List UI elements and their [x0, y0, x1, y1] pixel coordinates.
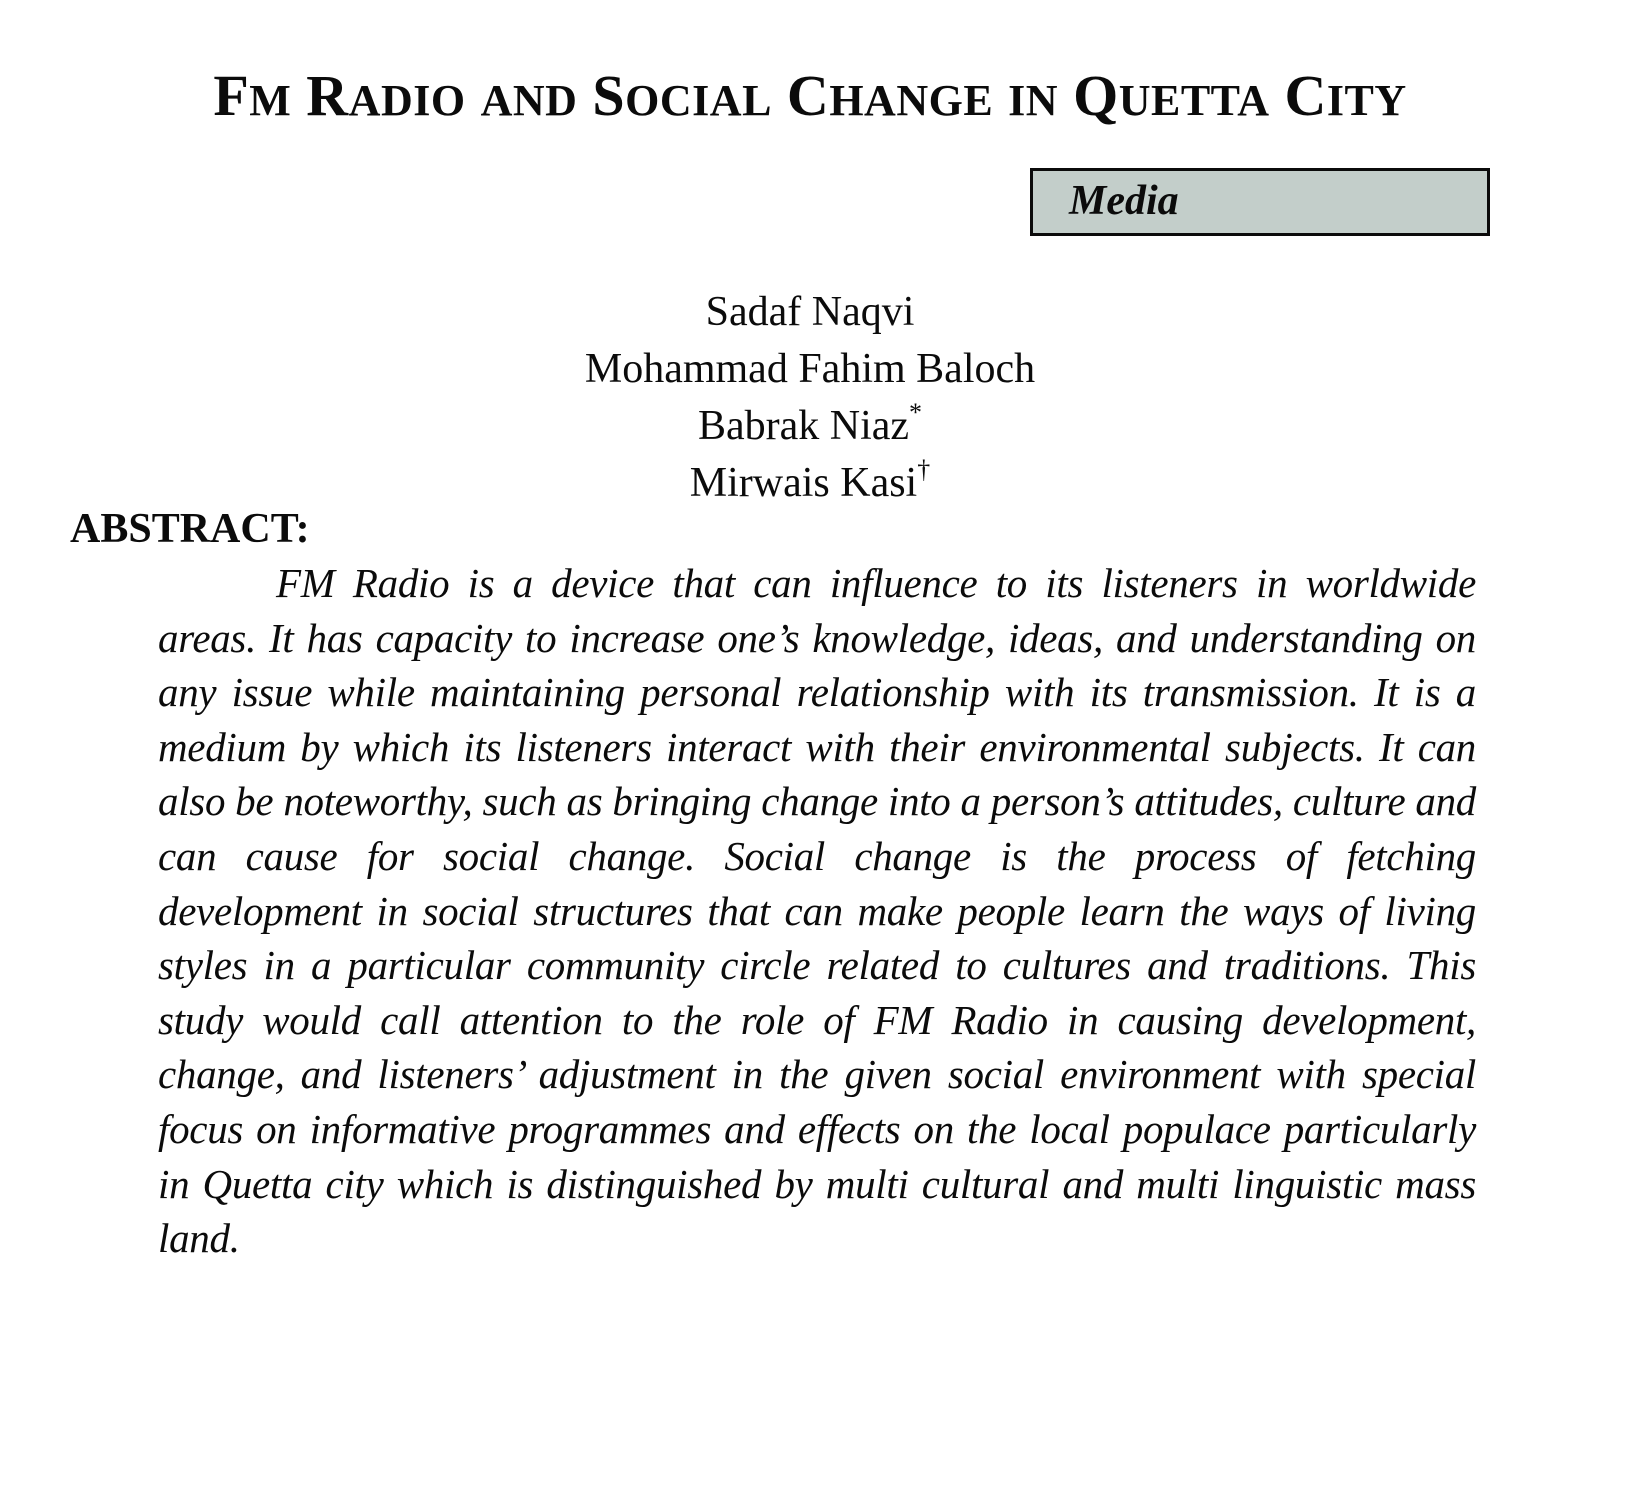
- category-label: Media: [1069, 178, 1179, 224]
- title-word: SOCIAL: [592, 63, 772, 128]
- abstract-heading: ABSTRACT:: [70, 506, 310, 552]
- abstract-text: FM Radio is a device that can influence to its listeners in worldwide areas. It has capacity to increase one’s knowledge, ideas, and understanding on any issue while maintaining personal relationship with its transmission. It is a medium by which its listeners interact with their environmental subjects. It can also be noteworthy, such as bringing change into a person’s attitudes, culture and can cause for social change. Social change is the process of fetching development in social structures that can make people learn the ways of living styles in a particular community circle related to cultures and traditions. This study would call attention to the role of FM Radio in causing development, change, and listeners’ adjustment in the given social environment with special focus on informative programmes and effects on the local populace particularly in Quetta city which is distinguished by multi cultural and multi linguistic mass land.: [158, 560, 1476, 1262]
- category-badge: [1030, 168, 1490, 236]
- title-word: IN: [1008, 76, 1059, 125]
- author: Sadaf Naqvi: [705, 289, 915, 335]
- title-word: QUETTA: [1073, 63, 1270, 128]
- footnote-marker: †: [917, 455, 931, 484]
- author: Babrak Niaz*: [697, 398, 923, 449]
- paper-title: [0, 62, 1620, 129]
- title-word: RADIO: [306, 63, 466, 128]
- footnote-marker: *: [909, 398, 923, 427]
- title-word: CHANGE: [786, 63, 994, 128]
- author: Mirwais Kasi†: [689, 455, 931, 506]
- author: Mohammad Fahim Baloch: [584, 346, 1036, 392]
- title-word: FM: [213, 63, 292, 128]
- title-word: CITY: [1284, 63, 1407, 128]
- title-word: AND: [480, 76, 578, 125]
- author-list: [0, 284, 1620, 512]
